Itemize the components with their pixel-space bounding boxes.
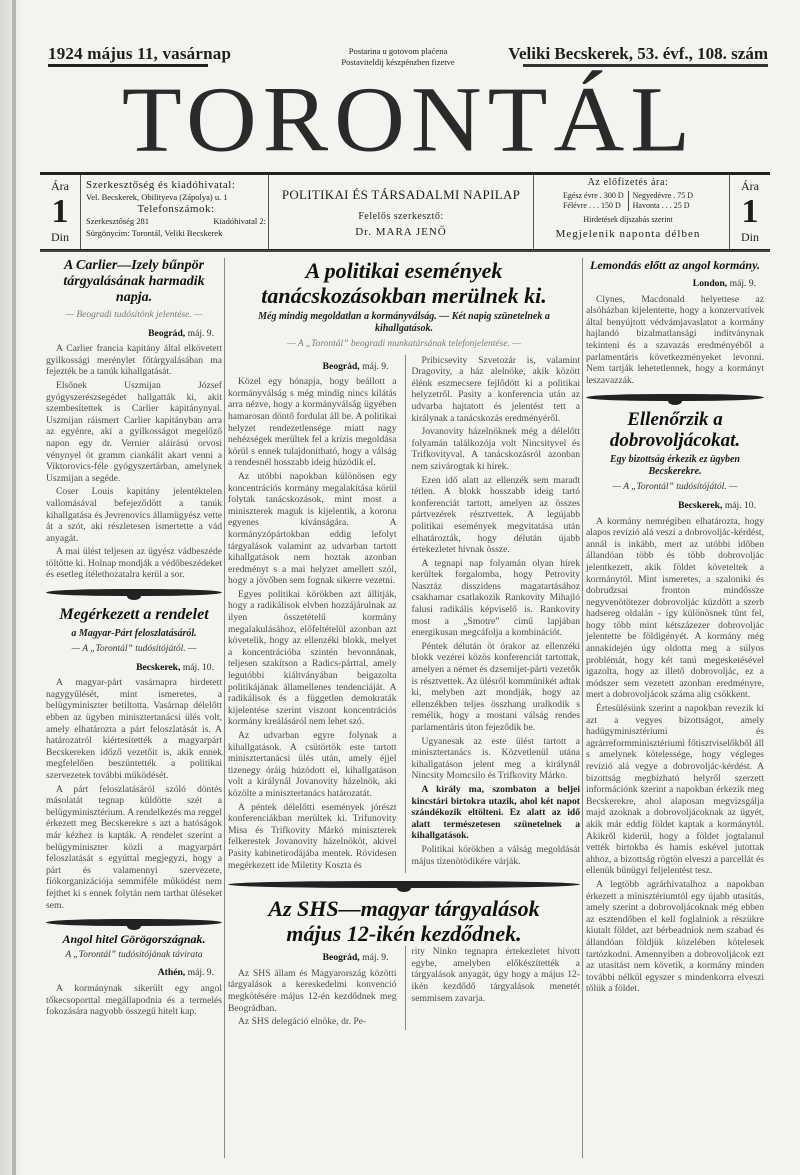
body-col-b: [405, 355, 581, 874]
masthead-center: [268, 175, 534, 249]
deck: a Magyar-Párt feloszlatásáról.: [71, 628, 197, 640]
phone-editorial: Szerkesztőség 281: [86, 216, 150, 226]
paragraph: Közel egy hónapja, hogy beállott a kormányválság s még mindig nincs kilátás arra nézve, hogy a kormányválság ügyében hamarosan döntő fordulat áll be. A politikai helyzet rendezetlensége miatt nagy nehézségek merültek fel a krízis megoldása körül s ennek tulajdonítható, hogy a válság a rendesnél hosszabb ideig húzódik el.: [228, 376, 397, 469]
column-center: [228, 258, 580, 1030]
headline: Angol hitel Görögországnak.: [62, 932, 206, 947]
subs-half: Félévre . . . 150 D: [562, 201, 621, 210]
headline: Lemondás előtt az angol kormány.: [590, 258, 760, 272]
dateline: Beográd, máj. 9.: [322, 952, 389, 964]
subs-prices: [536, 191, 720, 211]
office-address: Vel. Becskerek, Obilityeva (Zápolya) u. 1: [86, 192, 228, 202]
dateline: Athén, máj. 9.: [157, 967, 214, 979]
dateline: London, máj. 9.: [692, 278, 756, 289]
subs-heading: Az előfizetés ára:: [587, 177, 669, 188]
editor-name: Dr. MARA JENŐ: [355, 226, 447, 238]
masthead-topline: [48, 40, 768, 70]
issue-number: Veliki Becskerek, 53. évf., 108. szám: [508, 44, 768, 63]
article-lemondas: [586, 258, 764, 386]
paragraph: Elsőnek Uszmijan József gyógyszerészsegédet hallgatták ki, akit szembesítettek is Carlier kapitánynyal. Uszmijan ráismert Carlier kapitányban arra az egyénre, aki a gyilkosságot megelőző napon egy dr. Vernier aláírású orvosi vénynyel öt gramm ciankálit akart venni a Viktorovics-féle gyógyszertárban, amelynek Uszmijan a segéde.: [46, 379, 222, 484]
paragraph: A magyar-párt vasárnapra hirdetett nagygyűlését, mint ismeretes, a belügyminiszter betiltotta. Vasárnap délelőtt ebben az ügyben minisztertanácsi ülés volt, amely elhatározta a párt feloszlatását is. A határozatról kiértesítették a magyarpárt Becskereken időző vezetőit is, akik ennek megfelelően beszüntették a politikai szervezetek további működését.: [46, 677, 222, 781]
date-rule: [48, 64, 208, 67]
scan-binding-edge: [0, 0, 22, 1175]
paragraph: A Carlier francia kapitány által elkövetett gyilkossági merénylet főtárgyalásában ma fejezték be a tanúk kihallgatását.: [46, 343, 222, 378]
postal-line-1: Postarina u gotovom plaćena: [348, 46, 448, 56]
paragraph: A párt feloszlatásáról szóló döntés másolatát tegnap küldötte szét a belügyminisztérium. A rendelkezés ma reggel érkezett meg Becskerekre s azt a hatóságok már kézhez is kapták. A rendelet szerint a belügyminiszter közli a magyarpárt feloszlatását s egyúttal megjegyzi, hogy a párt és valamennyi szervezete, fiókorganizációja semmiféle működést nem fejthet ki s ennek folytán nem tarthat üléseket sem.: [46, 783, 222, 911]
credit: — A „Torontál” tudósítójától. —: [612, 482, 738, 493]
paragraph: A király ma, szombaton a beljei kincstári birtokra utazik, ahol két napot szándékozik eltölteni. Ez alatt az idő alatt természetesen szünetelnek a kihallgatások.: [411, 783, 580, 842]
paragraph: Jovanovity házelnöknek még a délelőtt folyamán találkozója volt Nincsityvel és Trifkovityval. A tanácskozásról azonban nem szivárogtak ki hírek.: [411, 426, 580, 472]
headline: Ellenőrzik a dobrovoljácokat.: [609, 409, 741, 452]
dateline: Becskerek, máj. 10.: [136, 661, 214, 673]
credit: — A „Torontál” tudósítójától. —: [71, 644, 197, 655]
ornamental-rule: [46, 589, 222, 596]
article-carlier: [46, 258, 222, 581]
paragraph: A kormány nemrégiben elhatározta, hogy alapos revízió alá veszi a dobrovoljác-kérdést, annál is inkább, mert az utóbbi időben állandóan több és több dobrovoljác jelentkezett, akik földet követeltek a kormánytól. Mint ismeretes, a szaloniki és dobrudzsai fronton mindössze negyvenötötezer dobrovoljác küzdött a szerb hadsereg oldalán - így különösnek tűnt fel, hogy több mint kétszázezer dobrovoljác jelentette be földigényét. A kormány még annakidején úgy oldotta meg a súlyos problémát, hogy két tanú megesketésével igazolta, hogy az illető dobrovoljác, ez a módszer sem vezetett azonban eredményre, mert a dobrovoljácok száma alig csökkent.: [586, 515, 764, 701]
price-box-left: [40, 175, 81, 249]
ornamental-rule: [46, 919, 222, 926]
phones-heading: Telefonszámok:: [137, 203, 215, 215]
editor-label: Felelős szerkesztő:: [358, 211, 444, 222]
phone-publisher: Kiadóhivatal 2:: [213, 216, 266, 226]
paragraph: A péntek délelőtti események jórészt konferenciákban merültek ki. Trifunovity Misa és Trifkovity Márkó miniszterek felkerestek Jovanovity házelnököt, akivel Pasity kabinetirodájába mentek. Rövidesen megérkezett ide Miletity Kosztа és: [228, 801, 397, 871]
paragraph: Egyes politikai körökben azt állítják, hogy a radikálisok elvben hozzájárulnak az ilyen összetételű kormány megalakulásához, előfeltételül azonban azt követelik, hogy az ellenzéki blokk, melyet a koncentrációba szintén bevonnának, teljesen szakítson a Radics-párttal, amely legutóbbi kiáltványában beigazolta politikájának államellenes tendenciáját. A radikálisok és a független demokraták kijelentése szerint viszont koncentrációs kormány kreálásáról nem lehet szó.: [228, 588, 397, 728]
masthead-infobar: [40, 172, 770, 252]
price-unit: Din: [741, 230, 759, 244]
ornamental-rule: [586, 394, 764, 401]
subs-quarter: Negyedévre . 75 D: [632, 191, 694, 200]
two-column-body: [228, 355, 580, 874]
paper-subtitle: POLITIKAI ÉS TÁRSADALMI NAPILAP: [281, 187, 521, 202]
body-col-b: [405, 946, 581, 1030]
office-heading: Szerkesztőség és kiadóhivatal:: [86, 179, 236, 191]
postal-notice: [298, 46, 498, 68]
paragraph: rity Ninko tegnapra értekezletet hívott egybe, amelyben előkészítették a tárgyalások anyagát, úgy hogy a május 12-ikén kezdődő tárgyalások menetét semmisem zavarja.: [411, 946, 580, 1004]
issue-rule: [523, 64, 768, 67]
article-dobrovolj: [586, 409, 764, 995]
column-left: [46, 258, 222, 1020]
phones-row: [86, 215, 266, 227]
subs-year: Egész évre . 300 D: [562, 191, 624, 200]
price-label: Ára: [51, 179, 69, 193]
price-value: 1: [741, 193, 759, 230]
headline: A politikai események tanácskozásokban merülnek ki.: [261, 258, 547, 308]
deck: Még mindig megoldatlan a kormányválság. — Két napig szünetelnek a kihallgatások.: [258, 311, 550, 334]
two-column-body: [228, 946, 580, 1030]
credit: — A „Torontál” beogradi munkatársának telefonjelentése. —: [287, 339, 521, 349]
price-box-right: [729, 175, 770, 249]
paragraph: Coser Louis kapitány jelentéktelen vallomásával befejeződött a tanúk kihallgatása és Jevrenovics államügyész vette át a szót, aki részletesen ismertette a vád anyagát.: [46, 486, 222, 544]
paragraph: Az udvarban egyre folynak a kihallgatások. A csütörtök este tartott minisztertanácsi ülés után, amely éjjel tizenegy óráig húzódott el, kihallgatáson volt a királynál Jovanovity házelnök, aki közölte a minisztertanács határozatát.: [228, 730, 397, 799]
subs-month: Havonta . . . 25 D: [632, 201, 690, 210]
credit: A „Torontál” tudósítójának távirata: [65, 949, 203, 960]
paragraph: Clynes, Macdonald helyettese az alsóházban kijelentette, hogy a konzervatívek által benyújtott védvámjavaslatot a kormány hajlandó bizalmatlansági indítványnak tekinteni és a szavazás eredményéből a parlamentáris következményeket levonni. Nem tartják lehetetlennek, hogy a kormányt leszavazzák.: [586, 293, 764, 386]
deck: Egy bizottság érkezik ez ügyben Becskerekre.: [610, 454, 740, 478]
body-col-a: [228, 355, 397, 874]
article-angol-hitel: [46, 934, 222, 1018]
masthead-bottom-rule: [40, 250, 770, 252]
subscription-info: [536, 175, 720, 252]
paragraph: Értesülésünk szerint a napokban revezik ki azt a vegyes bizottságot, amely hadügyminisztériumi és agrárreformminisztériumi főtisztviselőkből áll s amelynek kötelessége, hogy végleges revízió alá vegye a dobrovoljác-kérdést. A bizottság megbízható helyről szerzett információnk szerint a napokban érkezik meg Becskerekre, ahol alaposan megvizsgálja majd azoknak a dobrovoljácoknak az ügyét, akik már eddig földet kaptak a kormánytól. Akikről kiderül, hogy a földet jogtalanul vették birtokba és hamis eskével jutottak ahhoz, a bizottság rögtön elveszi a parcellát és ellenük bűnügyi feljelentést tesz.: [586, 703, 764, 877]
paragraph: Az SHS állam és Magyarország közötti tárgyalások a kereskedelmi konvenció megkötésére május 12-én kezdődnek meg Beográdban.: [228, 967, 397, 1014]
dateline: Becskerek, máj. 10.: [678, 499, 756, 511]
ads-note: Hirdetések díjszabás szerint: [583, 215, 673, 224]
publication-note: Megjelenik naponta délben: [555, 228, 701, 240]
postal-line-2: Postaviteldij készpénzben fizetve: [341, 57, 455, 67]
headline: Az SHS—magyar tárgyalások május 12-ikén kezdődnek.: [268, 896, 540, 947]
headline: A Carlier—Izely bűnpör tárgyalásának harmadik napja.: [63, 258, 205, 305]
headline: Megérkezett a rendelet: [59, 606, 209, 624]
paragraph: A mai ülést teljesen az ügyész vádbeszéde töltötte ki. Holnap mondják a védőbeszédeket és esetleg ítélethozatalra kerül a sor.: [46, 546, 222, 581]
binding-line: [12, 0, 16, 1175]
article-politikai: [228, 258, 580, 873]
column-rule: [224, 258, 225, 1158]
paragraph: A tegnapi nap folyamán olyan hírek kerültek forgalomba, hogy Petrovity Nasztáz disszidens magatartásához csakhamar csatlakozik Rankovity Mihajló falusi radikális képviselő is. Rankovity most a „Smotre” című lapjában energikusan megcáfolja a kombinációt.: [411, 557, 580, 639]
office-info: [86, 175, 266, 253]
issue-date: 1924 május 11, vasárnap: [48, 44, 232, 63]
newspaper-title: TORONTÁL: [121, 68, 697, 172]
paragraph: A kormánynak sikerült egy angol tőkecsoporttal megállapodnia és a termelés fokozására nagyobb összegű hitelt kap.: [46, 982, 222, 1018]
dateline: Beográd, máj. 9.: [322, 360, 389, 372]
article-rendelet: [46, 604, 222, 911]
telegram-address: Sürgönycím: Torontál, Veliki Becskerek: [86, 228, 223, 238]
column-right: [586, 258, 764, 997]
paragraph: Pribicsevity Szvetozár is, valamint Dragovity, a ház alelnöke, akik között élénk eszmecsere fejlődött ki a politikai helyzetről. Pasity a konferencia után az udvarba hajtatott és jelentést tett a királynak a tanácskozás eredményéről.: [411, 354, 580, 424]
paragraph: Ugyanesak az este ülést tartott a minisztertanács is. Közvetlenül utána kihallgatáson jelent meg a királynál Nincsity Momcsilo és Trifkovity Márko.: [411, 735, 580, 782]
paragraph: Péntek délután öt órakor az ellenzéki blokk vezérei közös konferenciát tartottak, amelyen a német és dzsemijet-párti vezetők is résztvettek. Az ülésről kommünikét adtak ki, melyben azt mondják, hogy az ellenzékben teljes összhang uralkodik s remélik, hogy a mostani válság rendes parlamentáris úton fejeződik be.: [411, 640, 580, 733]
body-col-a: [228, 946, 397, 1030]
credit: — Beogradi tudósítónk jelentése. —: [65, 310, 203, 320]
paragraph: A legtöbb agrárhivatalhoz a napokban érkezett a minisztériumtól egy újabb utasítás, amely szerint a dobrovoljácoknak még ebben az esztendőben el kell foglalniok a részükre kiutalt földet, azt bérbeadniok nem szabad és állandóan földjük közelében kötelesek tartózkodni. Amennyiben a dobrovoljácok ezt az utasítást nem követik, a kormány minden további nélkül egyszer s mindenkorra elveszi tőlük a földet.: [586, 878, 764, 995]
paragraph: Ezen idő alatt az ellenzék sem maradt tétlen. A blokk hosszabb ideig tartó konferenciát tartott, amelyen az összes pártvezérek résztvettek. A legújabb politikai események megvitatása után elhatározták, hogy délután újabb értekezletet hívnak össze.: [411, 474, 580, 556]
column-rule: [582, 258, 583, 1158]
paragraph: Az utóbbi napokban különösen egy koncentrációs kormány megalakítása körül folytak tanácskozások, mint most a miniszterek maguk is kijelentik, a korona egyenes kívánságára. A kormányzópártokban eddig lefolyt tárgyalások valamint az udvarban tartott kihallgatások nem hoztak azonban eredményt s a mai helyzet amellett szól, hogy a jövőben sem fognak sikerre vezetni.: [228, 470, 397, 587]
price-label: Ára: [741, 179, 759, 193]
paragraph: Politikai körökben a válság megoldását május tizenötödikére várják.: [411, 843, 580, 867]
dateline: Beográd, máj. 9.: [148, 327, 214, 339]
article-shs: [228, 896, 580, 1030]
paragraph: Az SHS delegáció elnöke, dr. Pe-: [238, 1016, 367, 1028]
ornamental-rule: [228, 881, 580, 888]
price-value: 1: [51, 193, 69, 230]
price-unit: Din: [51, 230, 69, 244]
